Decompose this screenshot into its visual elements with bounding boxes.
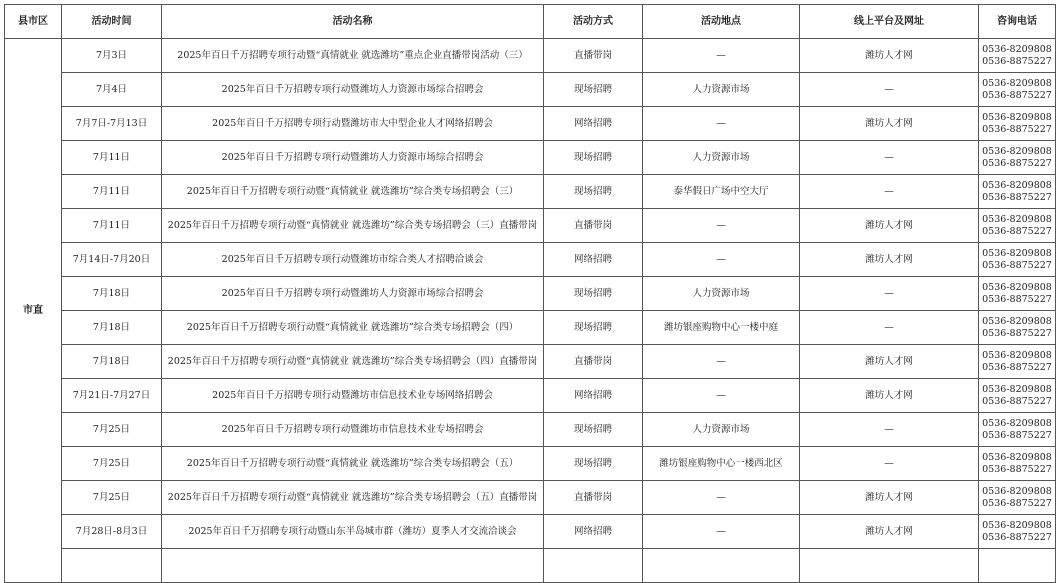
mode-cell: 现场招聘	[544, 277, 643, 311]
name-cell: 2025年百日千万招聘专项行动暨潍坊人力资源市场综合招聘会	[162, 141, 544, 175]
date-cell: 7月18日	[62, 345, 162, 379]
name-cell: 2025年百日千万招聘专项行动暨潍坊市综合类人才招聘洽谈会	[162, 243, 544, 277]
platform-cell: —	[800, 73, 979, 107]
name-cell: 2025年百日千万招聘专项行动暨潍坊市大中型企业人才网络招聘会	[162, 107, 544, 141]
phone-number: 0536-8209808	[982, 214, 1052, 225]
phone-number: 0536-8875227	[982, 89, 1052, 101]
empty-cell	[62, 549, 162, 583]
mode-cell: 现场招聘	[544, 447, 643, 481]
mode-cell: 网络招聘	[544, 107, 643, 141]
name-cell: 2025年百日千万招聘专项行动暨“真情就业 就选潍坊”综合类专场招聘会（五）	[162, 447, 544, 481]
platform-cell: —	[800, 141, 979, 175]
header-place: 活动地点	[643, 5, 800, 39]
phone-number: 0536-8875227	[982, 123, 1052, 135]
mode-cell: 现场招聘	[544, 413, 643, 447]
header-platform: 线上平台及网址	[800, 5, 979, 39]
header-mode: 活动方式	[544, 5, 643, 39]
place-cell: —	[643, 243, 800, 277]
table-row	[5, 413, 1056, 447]
place-cell: 泰华假日广场中空大厅	[643, 175, 800, 209]
place-cell: —	[643, 515, 800, 549]
empty-cell	[544, 549, 643, 583]
date-cell: 7月25日	[62, 481, 162, 515]
table-row	[5, 379, 1056, 413]
platform-cell: 潍坊人才网	[800, 345, 979, 379]
place-cell: —	[643, 107, 800, 141]
name-cell: 2025年百日千万招聘专项行动暨“真情就业 就选潍坊”综合类专场招聘会（五）直播带岗	[162, 481, 544, 515]
place-cell: 人力资源市场	[643, 141, 800, 175]
date-cell: 7月28日-8月3日	[62, 515, 162, 549]
date-cell: 7月21日-7月27日	[62, 379, 162, 413]
empty-cell	[643, 549, 800, 583]
phone-number: 0536-8209808	[982, 486, 1052, 497]
phone-number: 0536-8209808	[982, 316, 1052, 327]
phone-number: 0536-8875227	[982, 225, 1052, 237]
name-cell: 2025年百日千万招聘专项行动暨“真情就业 就选潍坊”综合类专场招聘会（三）直播带岗	[162, 209, 544, 243]
table-row	[5, 141, 1056, 175]
date-cell: 7月25日	[62, 447, 162, 481]
phone-cell	[979, 311, 1056, 345]
phone-number: 0536-8209808	[982, 78, 1052, 89]
date-cell: 7月11日	[62, 209, 162, 243]
phone-cell	[979, 39, 1056, 73]
platform-cell: —	[800, 413, 979, 447]
phone-cell	[979, 447, 1056, 481]
phone-cell	[979, 175, 1056, 209]
place-cell: —	[643, 209, 800, 243]
mode-cell: 直播带岗	[544, 209, 643, 243]
mode-cell: 直播带岗	[544, 345, 643, 379]
phone-number: 0536-8209808	[982, 350, 1052, 361]
mode-cell: 网络招聘	[544, 379, 643, 413]
mode-cell: 现场招聘	[544, 141, 643, 175]
name-cell: 2025年百日千万招聘专项行动暨潍坊市信息技术业专场招聘会	[162, 413, 544, 447]
place-cell: —	[643, 345, 800, 379]
date-cell: 7月18日	[62, 277, 162, 311]
platform-cell: 潍坊人才网	[800, 515, 979, 549]
phone-number: 0536-8875227	[982, 463, 1052, 475]
table-row	[5, 73, 1056, 107]
phone-cell	[979, 413, 1056, 447]
table-row	[5, 39, 1056, 73]
empty-cell	[979, 549, 1056, 583]
table-row	[5, 209, 1056, 243]
phone-cell	[979, 243, 1056, 277]
phone-cell	[979, 141, 1056, 175]
phone-cell	[979, 345, 1056, 379]
table-row	[5, 549, 1056, 583]
mode-cell: 网络招聘	[544, 515, 643, 549]
table-row	[5, 345, 1056, 379]
phone-cell	[979, 379, 1056, 413]
phone-cell	[979, 107, 1056, 141]
phone-number: 0536-8875227	[982, 361, 1052, 373]
phone-number: 0536-8209808	[982, 180, 1052, 191]
phone-number: 0536-8875227	[982, 395, 1052, 407]
phone-cell	[979, 277, 1056, 311]
mode-cell: 现场招聘	[544, 175, 643, 209]
date-cell: 7月4日	[62, 73, 162, 107]
phone-number: 0536-8209808	[982, 452, 1052, 463]
mode-cell: 直播带岗	[544, 39, 643, 73]
phone-number: 0536-8875227	[982, 157, 1052, 169]
date-cell: 7月14日-7月20日	[62, 243, 162, 277]
table-row	[5, 175, 1056, 209]
place-cell: 潍坊银座购物中心一楼中庭	[643, 311, 800, 345]
platform-cell: 潍坊人才网	[800, 481, 979, 515]
table-row	[5, 447, 1056, 481]
mode-cell: 网络招聘	[544, 243, 643, 277]
table-row	[5, 515, 1056, 549]
platform-cell: 潍坊人才网	[800, 107, 979, 141]
table-row	[5, 311, 1056, 345]
empty-cell	[800, 549, 979, 583]
phone-number: 0536-8875227	[982, 293, 1052, 305]
date-cell: 7月11日	[62, 175, 162, 209]
platform-cell: —	[800, 277, 979, 311]
name-cell: 2025年百日千万招聘专项行动暨潍坊人力资源市场综合招聘会	[162, 277, 544, 311]
phone-number: 0536-8875227	[982, 55, 1052, 67]
phone-number: 0536-8209808	[982, 248, 1052, 259]
phone-cell	[979, 209, 1056, 243]
name-cell: 2025年百日千万招聘专项行动暨“真情就业 就选潍坊”综合类专场招聘会（四）直播带岗	[162, 345, 544, 379]
header-name: 活动名称	[162, 5, 544, 39]
empty-cell	[162, 549, 544, 583]
place-cell: 人力资源市场	[643, 277, 800, 311]
place-cell: —	[643, 481, 800, 515]
table-row	[5, 107, 1056, 141]
name-cell: 2025年百日千万招聘专项行动暨潍坊市信息技术业专场网络招聘会	[162, 379, 544, 413]
place-cell: 人力资源市场	[643, 73, 800, 107]
name-cell: 2025年百日千万招聘专项行动暨“真情就业 就选潍坊”重点企业直播带岗活动（三）	[162, 39, 544, 73]
platform-cell: 潍坊人才网	[800, 379, 979, 413]
phone-number: 0536-8875227	[982, 429, 1052, 441]
phone-number: 0536-8209808	[982, 112, 1052, 123]
phone-number: 0536-8209808	[982, 418, 1052, 429]
header-row	[5, 5, 1056, 39]
table-row	[5, 481, 1056, 515]
date-cell: 7月7日-7月13日	[62, 107, 162, 141]
phone-number: 0536-8209808	[982, 146, 1052, 157]
phone-number: 0536-8875227	[982, 531, 1052, 543]
mode-cell: 现场招聘	[544, 311, 643, 345]
header-date: 活动时间	[62, 5, 162, 39]
phone-number: 0536-8209808	[982, 520, 1052, 531]
platform-cell: —	[800, 447, 979, 481]
date-cell: 7月18日	[62, 311, 162, 345]
phone-number: 0536-8875227	[982, 327, 1052, 339]
date-cell: 7月25日	[62, 413, 162, 447]
mode-cell: 现场招聘	[544, 73, 643, 107]
name-cell: 2025年百日千万招聘专项行动暨山东半岛城市群（潍坊）夏季人才交流洽谈会	[162, 515, 544, 549]
county-cell: 市直	[5, 39, 62, 583]
phone-cell	[979, 481, 1056, 515]
table-row	[5, 277, 1056, 311]
date-cell: 7月3日	[62, 39, 162, 73]
place-cell: 人力资源市场	[643, 413, 800, 447]
phone-number: 0536-8875227	[982, 191, 1052, 203]
phone-number: 0536-8209808	[982, 384, 1052, 395]
name-cell: 2025年百日千万招聘专项行动暨“真情就业 就选潍坊”综合类专场招聘会（三）	[162, 175, 544, 209]
phone-number: 0536-8209808	[982, 282, 1052, 293]
header-county: 县市区	[5, 5, 62, 39]
phone-number: 0536-8209808	[982, 44, 1052, 55]
phone-cell	[979, 73, 1056, 107]
events-table	[4, 4, 1056, 583]
table-row	[5, 243, 1056, 277]
phone-number: 0536-8875227	[982, 497, 1052, 509]
platform-cell: —	[800, 311, 979, 345]
name-cell: 2025年百日千万招聘专项行动暨潍坊人力资源市场综合招聘会	[162, 73, 544, 107]
place-cell: —	[643, 379, 800, 413]
platform-cell: 潍坊人才网	[800, 39, 979, 73]
mode-cell: 直播带岗	[544, 481, 643, 515]
platform-cell: 潍坊人才网	[800, 243, 979, 277]
header-phone: 咨询电话	[979, 5, 1056, 39]
phone-cell	[979, 515, 1056, 549]
phone-number: 0536-8875227	[982, 259, 1052, 271]
platform-cell: 潍坊人才网	[800, 209, 979, 243]
platform-cell: —	[800, 175, 979, 209]
place-cell: 潍坊银座购物中心一楼西北区	[643, 447, 800, 481]
date-cell: 7月11日	[62, 141, 162, 175]
place-cell: —	[643, 39, 800, 73]
name-cell: 2025年百日千万招聘专项行动暨“真情就业 就选潍坊”综合类专场招聘会（四）	[162, 311, 544, 345]
